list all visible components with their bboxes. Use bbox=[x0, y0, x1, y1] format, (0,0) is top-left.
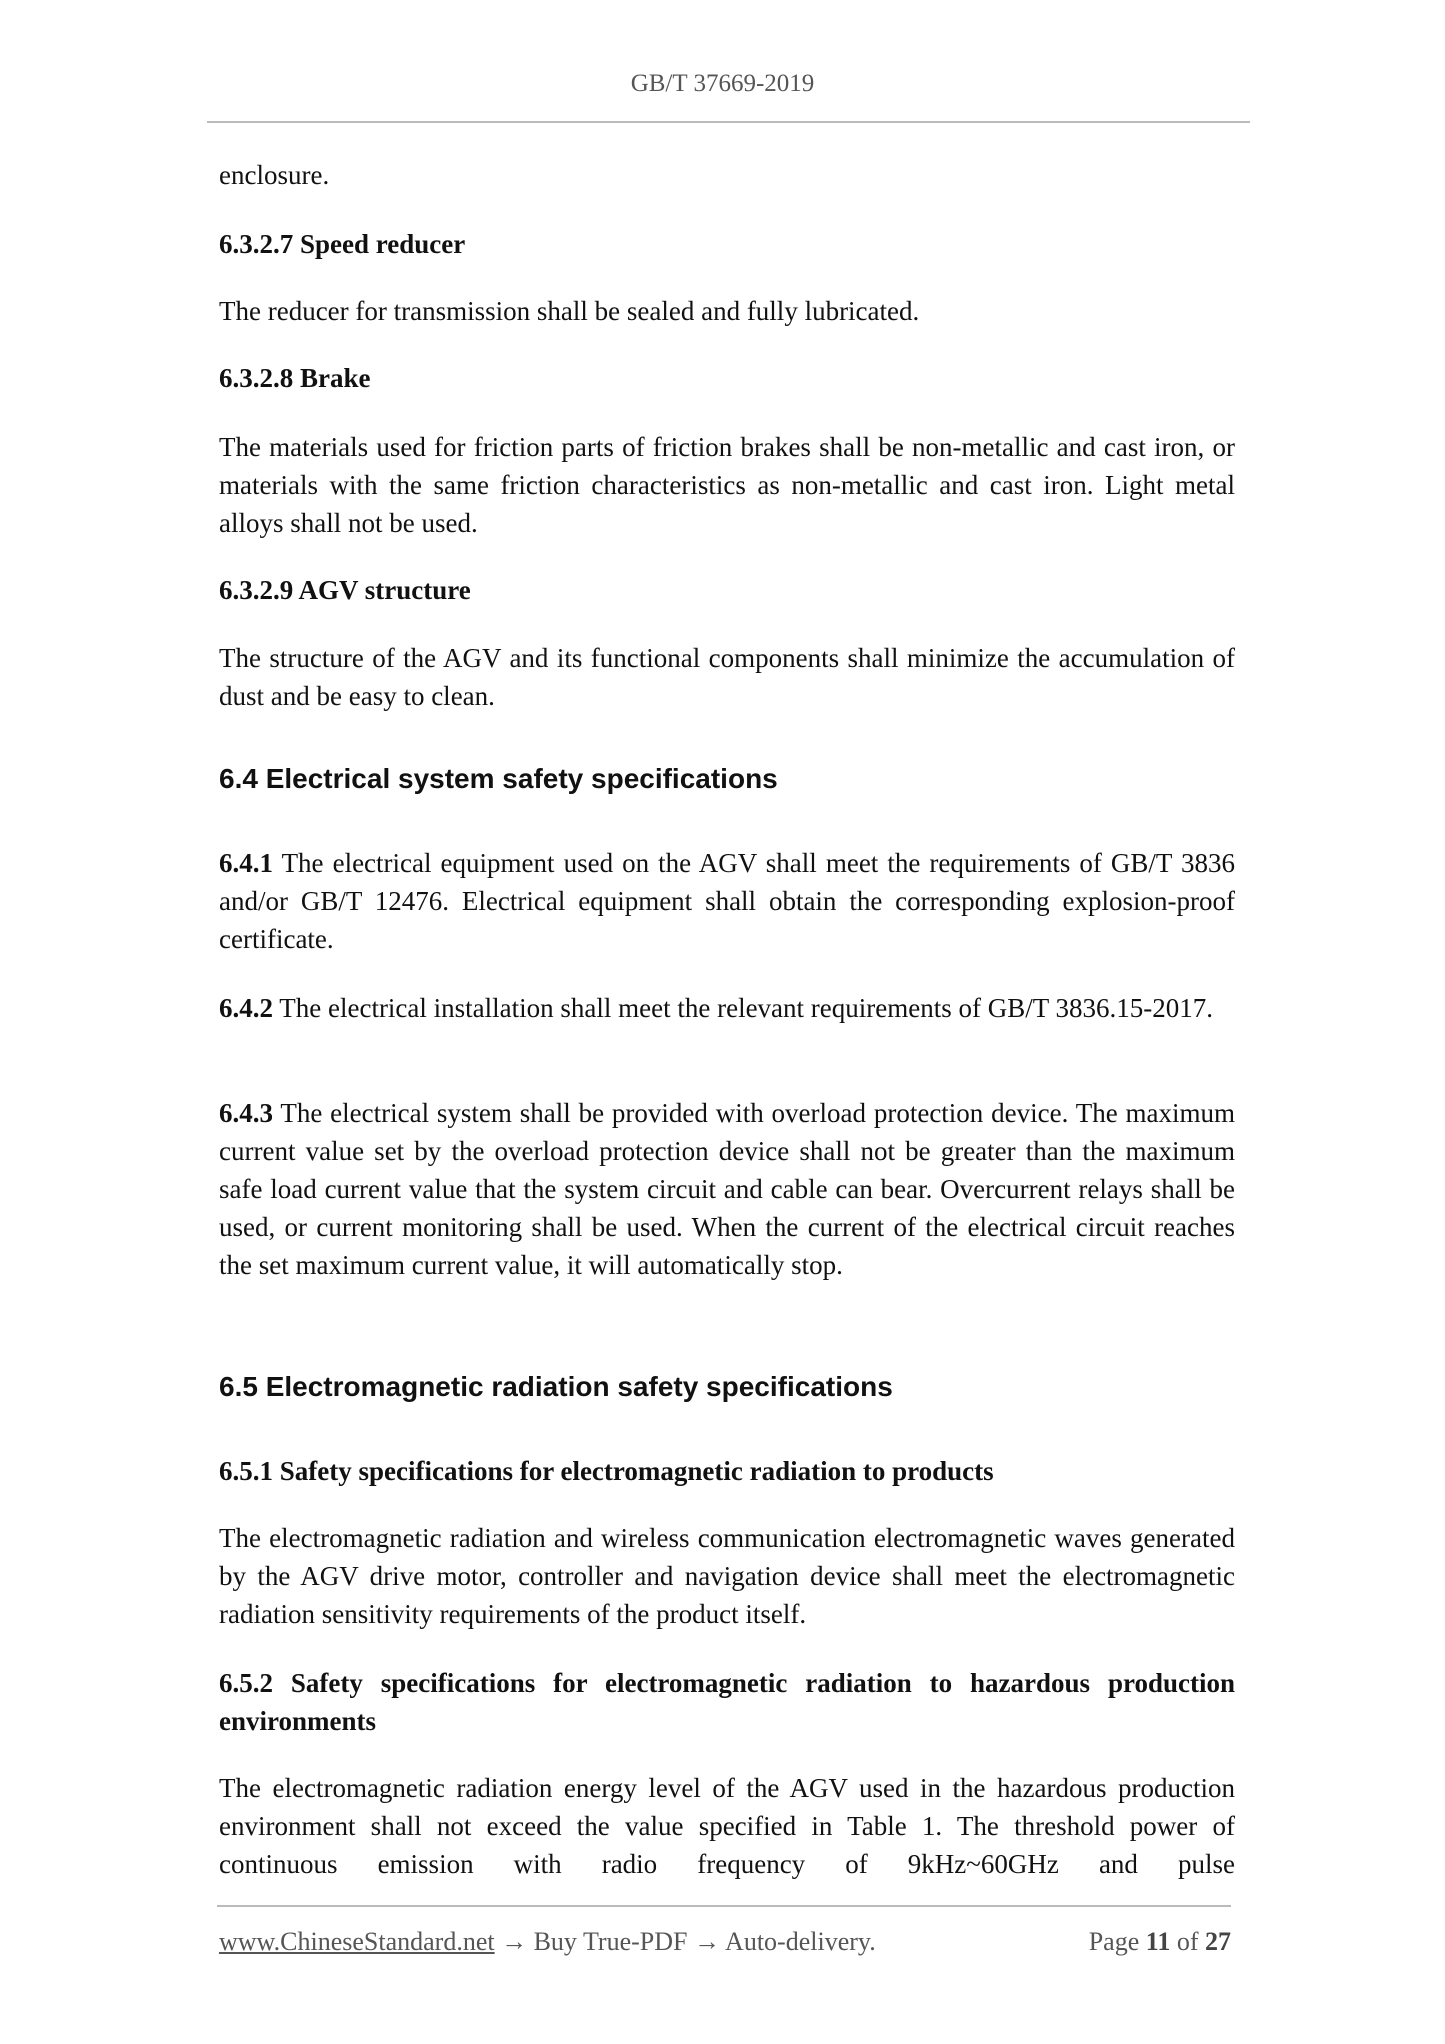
of-label: of bbox=[1176, 1927, 1199, 1956]
website-link[interactable]: www.ChineseStandard.net bbox=[219, 1927, 495, 1956]
page-label: Page bbox=[1088, 1927, 1140, 1956]
paragraph-6-3-2-8: The materials used for friction parts of friction brakes shall be non-metallic and cast iron, or materials with the same friction characteristics as non-metallic and cast iron. Light metal alloys shall not be used. bbox=[219, 432, 1235, 538]
footer-tagline: → Buy True-PDF → Auto-delivery. bbox=[494, 1927, 876, 1956]
clause-6-4-1 bbox=[219, 844, 1235, 958]
heading-6-5: 6.5 Electromagnetic radiation safety specifications bbox=[219, 1371, 893, 1402]
paragraph-6-5-1: The electromagnetic radiation and wireless communication electromagnetic waves generated by the AGV drive motor, controller and navigation device shall meet the electromagnetic radiation sensitivity requirements of the product itself. bbox=[219, 1523, 1235, 1629]
clause-text: The electrical equipment used on the AGV shall meet the requirements of GB/T 3836 and/or GB/T 12476. Electrical equipment shall obtain the corresponding explosion-proof certificate. bbox=[219, 848, 1235, 954]
paragraph-continued: enclosure. bbox=[219, 160, 330, 190]
heading-6-5-1: 6.5.1 Safety specifications for electromagnetic radiation to products bbox=[219, 1456, 994, 1486]
clause-number: 6.4.3 bbox=[219, 1098, 273, 1128]
paragraph-6-3-2-7: The reducer for transmission shall be sealed and fully lubricated. bbox=[219, 296, 920, 326]
page-number: 11 bbox=[1145, 1927, 1171, 1956]
document-id-header: GB/T 37669-2019 bbox=[630, 70, 815, 97]
heading-6-5-2: 6.5.2 Safety specifications for electromagnetic radiation to hazardous production environments bbox=[219, 1668, 1235, 1736]
heading-6-3-2-8: 6.3.2.8 Brake bbox=[219, 363, 371, 393]
clause-number: 6.4.1 bbox=[219, 848, 273, 878]
clause-number: 6.4.2 bbox=[219, 993, 273, 1023]
clause-text: The electrical installation shall meet the relevant requirements of GB/T 3836.15-2017. bbox=[273, 993, 1213, 1023]
page-indicator bbox=[1089, 1924, 1231, 1960]
page-total: 27 bbox=[1205, 1927, 1231, 1956]
clause-text: The electrical system shall be provided with overload protection device. The maximum current value set by the overload protection device shall not be greater than the maximum safe load current value that the system circuit and cable can bear. Overcurrent relays shall be used, or current monitoring shall be used. When the current of the electrical circuit reaches the set maximum current value, it will automatically stop. bbox=[219, 1098, 1235, 1280]
heading-6-3-2-9: 6.3.2.9 AGV structure bbox=[219, 575, 471, 605]
paragraph-6-3-2-9: The structure of the AGV and its functional components shall minimize the accumulation of dust and be easy to clean. bbox=[219, 643, 1235, 711]
footer-divider bbox=[217, 1905, 1231, 1907]
header-divider bbox=[207, 121, 1250, 123]
clause-6-4-3 bbox=[219, 1094, 1235, 1284]
paragraph-6-5-2: The electromagnetic radiation energy level of the AGV used in the hazardous production environment shall not exceed the value specified in Table 1. The threshold power of continuous emission with radio frequency of 9kHz~60GHz and pulse bbox=[219, 1773, 1235, 1879]
heading-6-4: 6.4 Electrical system safety specifications bbox=[219, 763, 778, 794]
clause-6-4-2 bbox=[219, 989, 1235, 1027]
page-footer bbox=[219, 1924, 1231, 1960]
heading-6-3-2-7: 6.3.2.7 Speed reducer bbox=[219, 229, 466, 259]
